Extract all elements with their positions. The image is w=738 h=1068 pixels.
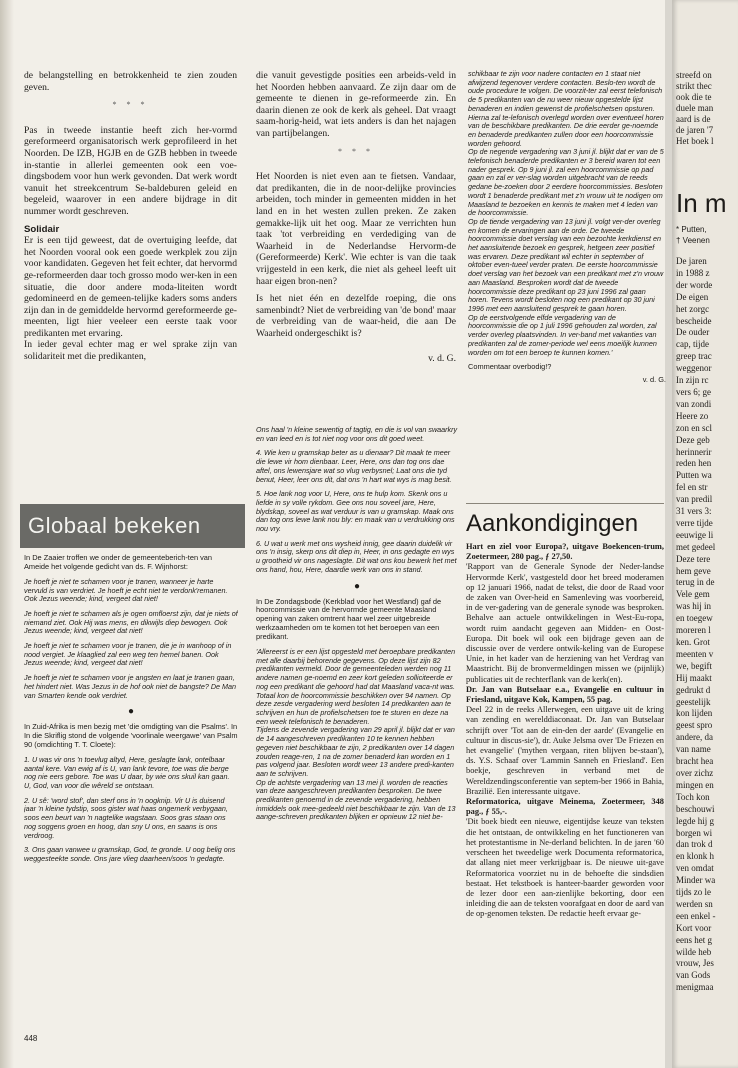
right-page-line: reden hen <box>676 458 712 469</box>
globaal-column-2 <box>256 426 458 1028</box>
right-page-line: De eigen <box>676 291 709 302</box>
announcement-heading <box>466 685 664 705</box>
right-page-line: ken. Grot <box>676 637 710 647</box>
psalm-stanza: Ons haal 'n kleine sewentig of tagtig, en die is vol van swaarkry en van leed en is tot niet nog voor ons dit goed weet. <box>256 426 458 443</box>
right-page-line: wilde heb <box>676 946 712 957</box>
article-paragraph: Het Noorden is niet even aan te fietsen. Vandaar, dat predikanten, die in de noor-delijke provincies arbeiden, toch minder in gemeenten midden in het land en in het westen zullen preken. Ze zaken gemakke-lijk uit het oog. Maar ze verrichten hun taak 'tot verbreiding en verdediging van de Waarheid in de Nederlandse Hervorm-de (Gereformeerde) Kerk'. Wie echter is van die taak vrijgesteld in een kerk, die niet als geheel leeft uit haar eigen bron-nen? <box>256 171 456 287</box>
psalm-stanza: 3. Ons gaan vanwee u gramskap, God, te gronde. U oog belig ons weggesteekte sonde. Ons jare vlieg daarheen/soos 'n gedagte. <box>24 845 236 863</box>
psalm-stanza: 4. Wie ken u gramskap beter as u dienaar? Dit maak te meer die lewe vir hom dienbaar. Leer, Here, ons dan tog ons dae aftel, ons lewensjare wat so vlug verbysnel; Laat ons die tyd benut, Heer, leer ons dit, dat ons 'n hart wat wys is mag besit. <box>256 448 452 484</box>
right-page-line: borgen wi <box>676 827 713 838</box>
right-body-lines <box>676 256 738 994</box>
right-page-line: was hij in <box>676 601 711 612</box>
right-page-line: streefd on <box>676 70 712 80</box>
column-signature: v. d. G. <box>642 375 666 385</box>
book-title: Reformatorica, uitgave Meinema, Zoetermeer, 348 pag., ƒ 55,-. <box>466 797 664 817</box>
right-page-line: vrouw, Jes <box>676 958 714 969</box>
quote-paragraph: Tijdens de zevende vergadering van 29 april jl. blijkt dat er van de 14 aangeschreven predikanten 10 te kennen hebben gegeven niet beschikbaar te zijn, 2 predikanten over 14 dagen zouden reage-ren, 1 na de zomer benaderd kan worden en 1 pas volgend jaar. Besloten wordt weer 13 andere predi-kanten aan te schrijven. <box>256 725 455 778</box>
quote-paragraph: Op de negende vergadering van 3 juni jl. blijkt dat er van de 5 telefonisch benaderde predikanten er 3 bereid waren tot een nader gesprek. Op 9 juni jl. zal een hoorcommissie op pad gaan en zal er ver-slag worden uitgebracht van de reeds gedane be-zoeken door 2 eerdere hoorcommissies. Besloten wordt 1 benaderde predikant met z'n vrouw uit te nodigen om Maasland te bezoeken en kennis te maken met 4 leden van de hoorcommissie. <box>468 147 664 218</box>
article-column-1 <box>24 70 237 490</box>
article-paragraph: de belangstelling en betrokkenheid te zien zouden geven. <box>24 70 237 93</box>
right-page-line: met gedeel <box>676 541 716 552</box>
poem-stanza: Je hoeft je niet te schamen voor je angsten en laat je tranen gaan, het hindert niet. Was Jezus in de hof ook niet de bangste? De Man van Smarten kende ook verdriet. <box>24 673 237 700</box>
globaal-column-1 <box>24 554 238 1028</box>
right-page-line: en toegew <box>676 613 713 624</box>
quote-paragraph: 'Allereerst is er een lijst opgesteld met beroepbare predikanten met alle daarbij behorende gegevens. Op deze lijst zijn 82 predikanten vermeld. Door de gemeenteleden werden nog 11 andere namen ge-noemd en zeer kort geleden solliciteerde er nog een predikant die gehoord had dat Maasland vaca-nt was. Totaal kon de hoorcommissie beschikken over 94 namen. Op deze zesde vergadering werd besloten 14 predikanten aan te schrijven en hun de profielschetsen toe te sturen en deze na een week telefonisch te benaderen. <box>256 647 456 726</box>
quote-paragraph: Op de tiende vergadering van 13 juni jl. volgt ver-der overleg en komen de ervaringen aan de orde. De tweede hoorcommissie doet verslag van een bezochte kerkdienst en het aansluitende bezoek en gesprek, hetgeen zeer positief was ervaren. Deze predikant wil echter in september of oktober even-tueel verder praten. De eerste hoorcommissie doet verslag van het bezoek van een predikant met z'n vrouw aan Maasland. Besproken wordt dat de tweede hoorcommissie deze predikant op 23 juni 1996 zal gaan horen. Tevens wordt besloten nog een predikant op 30 juni 1996 met een aansluitend gesprek te gaan horen. <box>468 216 664 313</box>
psalm-continued <box>256 426 458 575</box>
article-paragraph: Pas in tweede instantie heeft zich her-vormd gereformeerd organisatorisch werk geprofileerd in het Noorden. De IZB, HGJB en de GZB hebben in tweede in-stantie in allerlei gemeenten ook een voe-dingsbodem voor hun werk gevonden. Dat werk wordt vanuit het streekcentrum Se-baldeburen geleid en begeleid, waarover in een andere bijdrage in dit nummer wordt geschreven. <box>24 124 237 217</box>
right-page-line: de jaren '7 <box>676 125 714 135</box>
right-page-line: verre tijde <box>676 517 713 528</box>
right-page-line: In zijn rc <box>676 375 709 386</box>
right-page-line: moreren l <box>676 625 711 636</box>
right-page-line: hem geve <box>676 565 711 576</box>
right-page-line: zon en scl <box>676 422 712 433</box>
birth-place: * Putten, <box>676 225 707 234</box>
right-page-line: Deze tere <box>676 553 711 564</box>
right-heading: In m <box>676 188 727 218</box>
page-number: 448 <box>24 1034 38 1043</box>
right-page-line: menigmaa <box>676 982 714 993</box>
bullet-separator: ● <box>353 580 361 592</box>
psalm-stanza: 5. Hoe lank nog voor U, Here, ons te hulp kom. Skenk ons u liefde in sy volle rykdom. Gee ons nou soveel jare, Here, blydskap, soveel as wat verduur is van u gramskap. Maak ons dan tog ons lewe lank nou bly: en maak van u verdrukking ons nou vry. <box>256 489 455 534</box>
right-page-line: van predil <box>676 494 713 505</box>
psalm-stanza: 1. U was vir ons 'n toevlug altyd, Here, geslagte lank, ontelbaar aantal kere. Van ewig af is U, van lank tevore, toe was die berge nog nie eers gebore. Toe was U daar, by wie ons skuil kan gaan. U, God, van voor die wêreld se ontstaan. <box>24 754 230 791</box>
right-top-lines <box>676 70 738 147</box>
right-page-line: gedrukt d <box>676 684 711 695</box>
right-page-line: beschouwi <box>676 803 715 814</box>
right-page-line: vers 6; ge <box>676 386 711 397</box>
globaal-column-3 <box>468 70 666 440</box>
right-page-line: cap, tijde <box>676 339 709 350</box>
psalm-90 <box>24 756 238 864</box>
announcement-text: 'Dit boek biedt een nieuwe, eigentijdse keuze van teksten die het ontstaan, de ontwikkeling en het functioneren van het protestantisme in Ne-derland belichten. In de jaren '60 verscheen het tweedelige werk Documenta reformatorica, dat allang niet meer verkrijgbaar is. De nieuwe uit-gave Reformatorica voorziet nu in de behoefte die sindsdien bestaat. Het tekstboek is hanteer-baarder geworden voor de lezer door een aan-zienlijke bekorting, door een inleiding die aan de teksten voorafgaat en door de aard van de op-genomen teksten. De redactie heeft ervaar ge- <box>466 817 664 919</box>
right-page-line: greep trac <box>676 351 712 362</box>
right-page-line: het zorgc <box>676 303 710 314</box>
article-signature: v. d. G. <box>428 353 456 365</box>
right-page-line: Het boek l <box>676 136 714 146</box>
globaal-intro: In De Zaaier troffen we onder de gemeenteberich-ten van Ameide het volgende gedicht van ds. F. Wijnhorst: <box>24 554 213 571</box>
announcement-heading <box>466 797 664 817</box>
right-page-line: strikt thec <box>676 81 712 91</box>
article-paragraph: Er is een tijd geweest, dat de overtuiging leefde, dat het Noorden vooral ook een goede werkplek zou zijn voor kandidaten. Gegeven het feit echter, dat hervormd ge-reformeerden daar toch grosso modo wer-ken in een situatie, die door andere moda-liteiten wordt gedomineerd en de gemeen-telijke kaders soms anders zijn dan in de gemiddelde hervormd gereformeerde ge-meenten, ligt hier veeleer een eerste taak voor predikanten met ervaring. <box>24 235 237 339</box>
quote-paragraph: Op de eerstvolgende elfde vergadering van de hoorcommissie die op 1 juli 1996 gehouden zal worden, zal verder overleg plaatsvinden. In ver-band met vakanties van predikanten zal de zomer-periode wel eens moeilijk kunnen worden om tot een beroep te kunnen komen.' <box>468 312 657 357</box>
right-page-line: fel en str <box>676 482 708 493</box>
right-page-line: geest spro <box>676 720 713 731</box>
right-page-line: mingen en <box>676 779 714 790</box>
right-page-line: Putten wa <box>676 470 712 481</box>
quote-paragraph: schikbaar te zijn voor nadere contacten en 1 staat niet afwijzend tegenover verdere contacten. Beslo-ten wordt de oude procedure te volgen. De voorzit-ter zal eerst telefonisch de 5 predikanten van de nu weer nieuw opgestelde lijst benaderen en indien gewenst de profielschetsen opsturen. Hierna zal te-lefonisch overlegd worden over eventueel horen van de beschikbare predikanten. De drie eerder ge-noemde en benaderde predikanten zullen door een hoorcommissie worden gehoord. <box>468 70 664 148</box>
right-page-line: der worde <box>676 279 713 290</box>
right-page-line: van Gods <box>676 970 711 981</box>
right-page-line: andere, da <box>676 732 713 743</box>
right-page-line: kon lijden <box>676 708 713 719</box>
book-title: Hart en ziel voor Europa?, uitgave Boekencen-trum, Zoetermeer, 280 pag., ƒ 27,50. <box>466 542 664 562</box>
psalm-stanza: 6. U wat u werk met ons wysheid innig, gee daarin duidelik vir ons 'n insig, skerp ons dit diep in, Heer, in ons gedagte en wys u grootheid vir ons nageslagte. Dit wat ons kou bewerk het met ons hand, hou, Here, daardie werk van ons in stand. <box>256 538 457 574</box>
right-page-line: Deze geb <box>676 434 710 445</box>
announcement-text: Deel 22 in de reeks Allerwegen, een uitgave uit de kring van zending en werelddiaconaat. Dr. Jan van Butselaar schrijft over 'Tot aan de ein-den der aarde' (Evangelie en cultuur in discus-sie'), dr. Auke Jelsma over 'De Friezen en het evangelie' ('mythen vergaan, riten blijven be-staan'), ds. Y.S. Schaaf over 'Lammin Sanneh en Friesland'. Een boekje, geschreven in verband met de Wereldzendingsconferentie van septem-ber 1966 in Bahia, Brazilië. Een interessante uitgave. <box>466 705 664 796</box>
zondagsbode-quote-continued <box>468 70 666 357</box>
right-page-line: Heere zo <box>676 410 709 421</box>
page-fold-shadow <box>0 0 14 1068</box>
book-title: Dr. Jan van Butselaar e.a., Evangelie en cultuur in Friesland, uitgave Kok, Kampen, 55 pag. <box>466 684 664 705</box>
right-page-line: 31 vers 3: <box>676 506 712 517</box>
right-page-line: eens het g <box>676 934 712 945</box>
right-page-line: ook die te <box>676 92 712 102</box>
right-page-line: aard is de <box>676 114 711 124</box>
right-page-line: legde hij g <box>676 815 714 826</box>
aankondigingen-column <box>466 542 664 1032</box>
article-subheading: Solidair <box>24 223 60 235</box>
zondagsbode-quote <box>256 648 458 822</box>
section-separator: * * * <box>112 100 149 110</box>
right-page-line: herinnerir <box>676 446 712 457</box>
article-paragraph: Is het niet één en dezelfde roeping, die ons samenbindt? Niet de verbreiding van 'de bond' maar de verbreiding van de waar-heid, die aan De Waarheid ondergeschikt is? <box>256 293 456 339</box>
right-page-line: Toch kon <box>676 791 710 802</box>
right-page-line: duele man <box>676 103 714 113</box>
right-page-line: weggenor <box>676 363 712 374</box>
right-page <box>672 0 738 1068</box>
zondagsbode-intro: In De Zondagsbode (Kerkblad voor het Westland) gaf de hoorcommissie van de hervormde gemeente Maasland opening van zaken omtrent haar wel zeer uitgebreide werkzaamheden om te komen tot het beroepen van een predikant. <box>256 596 442 642</box>
right-page-line: we, begift <box>676 660 712 671</box>
poem-stanza: Je hoeft je niet te schamen voor je tranen, die je in wanhoop of in nood vergiet. Je klaaglied zal een weg ten hemel banen. Ook Jezus weende; kind, vergeet dat niet! <box>24 641 232 668</box>
right-page-line: bracht hea <box>676 756 714 767</box>
aankondigingen-rule <box>466 503 664 504</box>
poem-stanza: Je hoeft je niet te schamen als je ogen omfloerst zijn, dat je niets of niemand ziet. Ook Hij was mens, en dikwijls diep bewogen. Ook Jezus weende; kind, vergeet dat niet! <box>24 608 238 636</box>
article-paragraph: die vanuit gevestigde posities een arbeids-veld in het Noorden hebben aanvaard. Ze zijn daar om de gemeente te dienen in ge-reformeerde zin. En daarin dienen ze ook de kerk als geheel. Dat vraagt saam-horig-heid, wat iets anders is dan het najagen van partijbelangen. <box>256 70 456 139</box>
right-page-line: Minder wa <box>676 875 716 886</box>
right-page-line: tijds zo le <box>676 887 711 898</box>
right-page-line: Hij maakt <box>676 672 712 683</box>
bullet-separator: ● <box>127 706 135 718</box>
right-page-line: in 1988 z <box>676 267 710 278</box>
right-page-line: geestelijk <box>676 696 711 707</box>
right-page-line: een enkel - <box>676 910 716 921</box>
right-page-line: terug in de <box>676 577 715 588</box>
right-page-line: dan trok d <box>676 839 713 850</box>
announcement-text: 'Rapport van de Generale Synode der Neder-landse Hervormde Kerk', vastgesteld door het breed moderamen op 12 januari 1966, nadat de tekst, die door de Raad voor de zaken van Over-heid en Samenleving was voorbereid, in de ver-gadering van de generale synode was besproken. Behalve aan actuele ontwikkelingen in West-Eu-ropa, wordt ruim aandacht gegeven aan Midden- en Oost-Europa. Dit boek wil ook een bijdrage geven aan de discussie over de verdere ontwik-keling van de Europese Unie, in het kader van de herziening van het Verdrag van Maastricht. Bij de bronvermeldingen missen we (pijnlijk) publicaties uit de rechterflank van de kerk(en). <box>466 562 664 684</box>
right-names <box>676 224 710 246</box>
psalm-stanza: 2. U sê: 'word stof', dan sterf ons in 'n oogknip. Vir U is duisend jaar 'n kleine tydstip, soos gister wat haas ongemerk verbygaan, soos een beurt van 'n nagtelike wagstaan. Soos gras staan ons nog soggens groen en hoog, dan sny U ons, en saans is ons verdroog. <box>24 795 228 840</box>
right-page-line: over zichz <box>676 767 714 778</box>
right-page-line: De jaren <box>676 256 707 266</box>
commentaar: Commentaar overbodig!? <box>468 362 552 372</box>
zuid-afrika-intro: In Zuid-Afrika is men bezig met 'die omdigting van die Psalms'. In In die Skriflig stond de volgende 'voorlinale weergawe' van Psalm 90 (omdichting T. T. Cloete): <box>24 722 238 750</box>
right-page-line: bescheide <box>676 315 712 326</box>
section-separator: * * * <box>338 146 374 156</box>
article-paragraph: In ieder geval echter mag er wel sprake zijn van solidariteit met die predikanten, <box>24 339 237 363</box>
poem <box>24 578 238 700</box>
right-page-line: werden sn <box>676 898 713 909</box>
aankondigingen-title: Aankondigingen <box>466 510 639 537</box>
poem-stanza: Je hoeft je niet te schamen voor je tranen, wanneer je harte vervuld is van verdriet. Je hoeft je echt niet te verdonk'remanen. Ook Jezus weende; kind, vergeet dat niet! <box>24 576 228 604</box>
right-page-line: meenten v <box>676 648 714 659</box>
right-page-line: en klonk h <box>676 851 714 862</box>
globaal-bekeken-banner: Globaal bekeken <box>20 504 245 548</box>
right-page-line: De ouder <box>676 327 710 338</box>
quote-paragraph: Op de achtste vergadering van 13 mei jl. worden de reacties van deze aangeschreven predikanten besproken. De twee predikanten genoemd in de zevende vergadering, hebben inmiddels ook mee-gedeeld niet beschikbaar te zijn. Van de 13 aange-schreven predikanten blijken er opnieuw 12 niet be- <box>256 777 456 822</box>
announcement-heading <box>466 542 664 562</box>
right-page-line: van zondi <box>676 398 712 409</box>
right-page-line: eeuwige li <box>676 529 714 540</box>
right-page-line: Vele gem <box>676 589 710 600</box>
right-page-line: Kort voor <box>676 922 712 933</box>
right-page-line: van name <box>676 744 711 755</box>
death-place: † Veenen <box>676 236 710 245</box>
right-page-line: ven omdat <box>676 863 714 874</box>
